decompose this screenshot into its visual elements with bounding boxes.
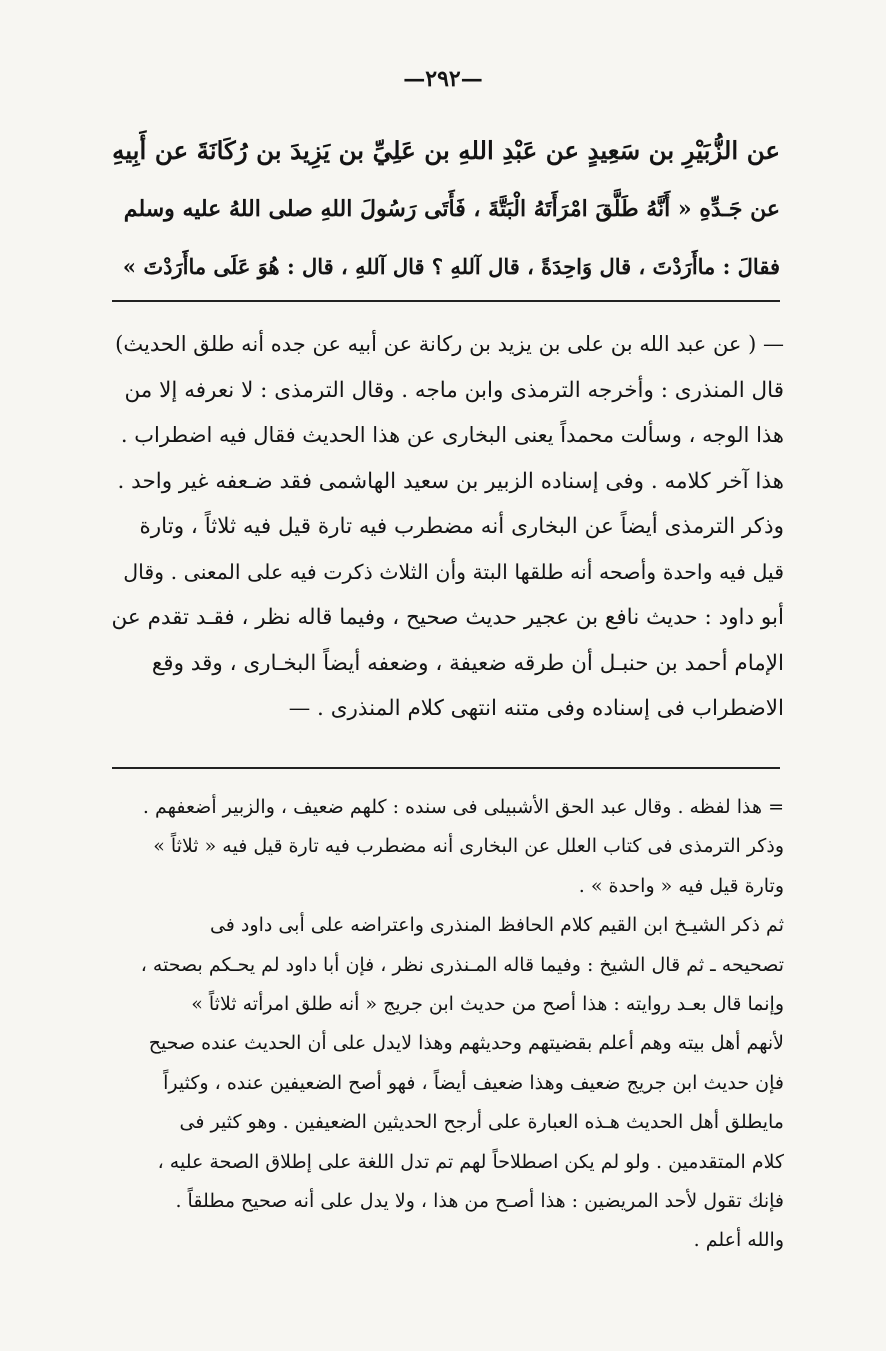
commentary-line: الإمام أحمد بن حنبـل أن طرقه ضعيفة ، وضعفه أيضاً البخـارى ، وقد وقع [151,650,784,676]
hadith-line: فقالَ : ماأَرَدْتَ ، قال وَاحِدَةً ، قال آللهِ ؟ قال آللهِ ، قال : هُوَ عَلَى ماأَرَدْتَ » [122,254,780,279]
footnote-line: وإنما قال بعـد روايته : هذا أصح من حديث ابن جريج « أنه طلق امرأته ثلاثاً » [191,992,784,1015]
footnote-line: والله أعلم . [693,1229,784,1252]
footnote-line: ثم ذكر الشيـخ ابن القيم كلام الحافظ المنذرى واعتراضه على أبى داود فى [209,914,784,937]
footnote-line: لأنهم أهل بيته وهم أعلم بقضيتهم وحديثهم وهذا لايدل على أن الحديث عنده صحيح [148,1032,784,1055]
footnote-text [112,788,784,1261]
hadith-text [112,122,780,296]
footnote-line: = هذا لفظه . وقال عبد الحق الأشبيلى فى سنده : كلهم ضعيف ، والزبير أضعفهم . [142,796,784,818]
commentary-line: — ( عن عبد الله بن على بن يزيد بن ركانة عن أبيه عن جده أنه طلق الحديث) [115,332,784,356]
commentary-line: الاضطراب فى إسناده وفى متنه انتهى كلام المنذرى . — [288,696,784,721]
footnote-line: فإنك تقول لأحد المريضين : هذا أصـح من هذا ، ولا يدل على أنه صحيح مطلقاً . [175,1189,784,1212]
commentary-line: هذا آخر كلامه . وفى إسناده الزبير بن سعيد الهاشمى فقد ضـعفه غير واحد . [117,468,784,494]
separator-rule [112,300,780,302]
footnote-line: كلام المتقدمين . ولو لم يكن اصطلاحاً لهم تم تدل اللغة على إطلاق الصحة عليه ، [157,1150,784,1173]
commentary-line: وذكر الترمذى أيضاً عن البخارى أنه مضطرب فيه تارة قيل فيه ثلاثاً ، وتارة [139,514,784,539]
commentary-line: أبو داود : حديث نافع بن عجير حديث صحيح ، وفيما قاله نظر ، فقـد تقدم عن [112,605,784,630]
separator-rule [112,767,780,769]
commentary-text [112,322,784,732]
hadith-line: عن الزُّبَيْرِ بن سَعِيدٍ عن عَبْدِ اللهِ بن عَلِيِّ بن يَزِيدَ بن رُكَانَةَ عن أَبِيهِ [112,136,780,165]
footnote-line: تصحيحه ـ ثم قال الشيخ : وفيما قاله المـنذرى نظر ، فإن أبا داود لم يحـكم بصحته ، [140,953,784,976]
hadith-line: عن جَـدِّهِ « أَنَّهُ طَلَّقَ امْرَأَتَهُ الْبَتَّةَ ، فَأَتَى رَسُولَ اللهِ صلى اللهُ عليه وسلم [123,196,780,222]
commentary-line: هذا الوجه ، وسألت محمداً يعنى البخارى عن هذا الحديث فقال فيه اضطراب . [120,423,784,447]
commentary-line: قيل فيه واحدة وأصحه أنه طلقها البتة وأن الثلاث ذكرت فيه على المعنى . وقال [123,559,784,584]
page-number: —٢٩٢— [403,66,483,92]
commentary-line: قال المنذرى : وأخرجه الترمذى وابن ماجه . وقال الترمذى : لا نعرفه إلا من [124,377,784,403]
footnote-line: فإن حديث ابن جريج ضعيف وهذا ضعيف أيضاً ، فهو أصح الضعيفين عنده ، وكثيراً [163,1071,784,1094]
footnote-line: مايطلق أهل الحديث هـذه العبارة على أرجح الحديثين الضعيفين . وهو كثير فى [179,1111,784,1134]
footnote-line: وتارة قيل فيه « واحدة » . [578,874,784,897]
footnote-line: وذكر الترمذى فى كتاب العلل عن البخارى أنه مضطرب فيه تارة قيل فيه « ثلاثاً » [153,835,784,858]
